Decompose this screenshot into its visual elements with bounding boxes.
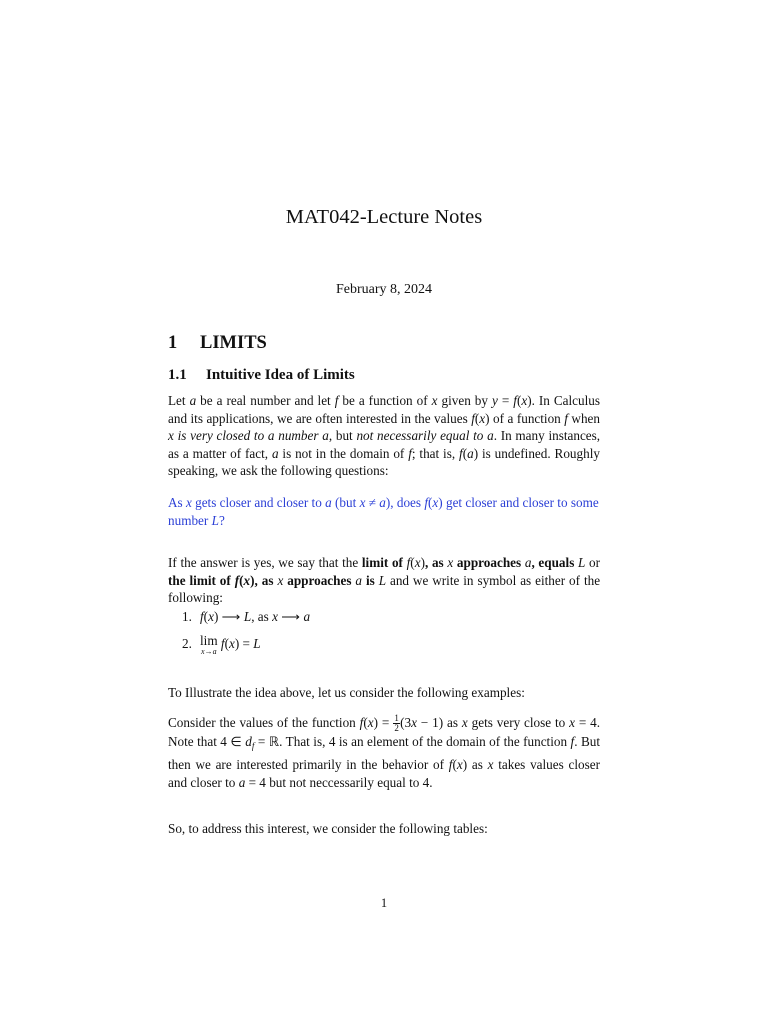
paragraph-intro: Let a be a real number and let f be a function of x given by y = f(x). In Calculus and its applications, we are often interested in the values f(x) of a function f when x is very closed to a number a, but not necessarily equal to a. In many instances, as a matter of fact, a is not in the domain of f; that is, f(a) is undefined. Roughly speaking, we ask the following questions: bbox=[168, 393, 601, 479]
section-heading bbox=[168, 333, 267, 354]
notation-list bbox=[168, 608, 600, 665]
list-item: 1. f(x) ⟶ L, as x ⟶ a bbox=[182, 609, 311, 624]
paragraph-example: Consider the values of the function f(x) = $\frac{1}{2}$ (3x − 1) as x gets very close to x = 4. Note that 4 ∈ $d_f$ = ℝ. That is, 4 is an element of the domain of the function f. But then we are interested primarily in the behavior of f(x) as x takes values closer and closer to a = 4 but not neccessarily equal to 4. bbox=[168, 713, 601, 790]
paragraph-examples-intro: To Illustrate the idea above, let us consider the following examples: bbox=[168, 685, 525, 700]
subsection-title: Intuitive Idea of Limits bbox=[206, 367, 355, 383]
guiding-question: As x gets closer and closer to a (but x ≠ a), does f(x) get closer and closer to some number L? bbox=[168, 495, 599, 528]
paragraph-tables-intro: So, to address this interest, we consider the following tables: bbox=[168, 821, 488, 836]
section-title: LIMITS bbox=[200, 333, 267, 353]
subsection-number: 1.1 bbox=[168, 367, 187, 383]
paragraph-definition: If the answer is yes, we say that the limit of f(x), as x approaches a, equals L or the limit of f(x), as x approaches a is L and we write in symbol as either of the following: bbox=[168, 555, 601, 606]
section-number: 1 bbox=[168, 333, 178, 353]
page-number: 1 bbox=[380, 896, 388, 910]
subsection-heading bbox=[168, 367, 355, 384]
document-title: MAT042-Lecture Notes bbox=[285, 206, 483, 228]
list-item: 2. lim x→a f(x) = L bbox=[182, 632, 261, 656]
document-date: February 8, 2024 bbox=[335, 282, 433, 297]
